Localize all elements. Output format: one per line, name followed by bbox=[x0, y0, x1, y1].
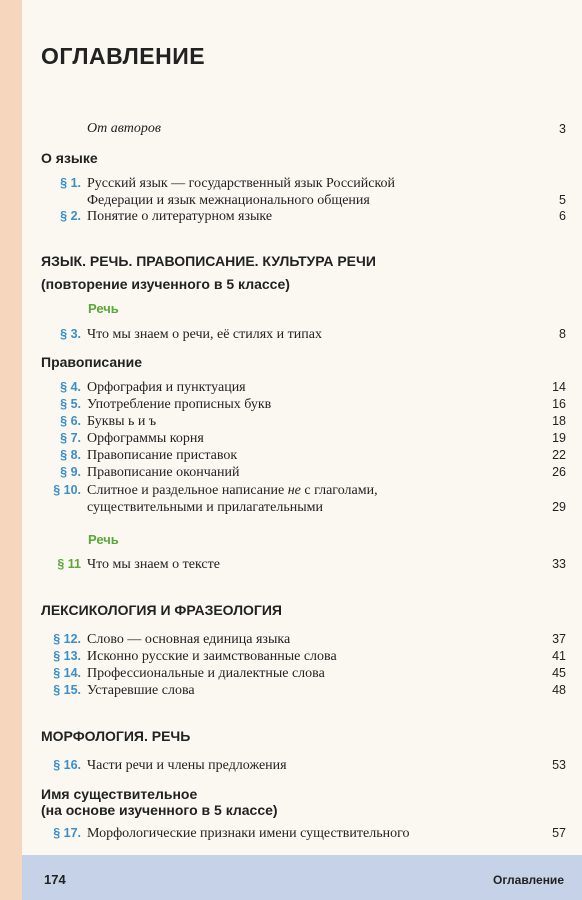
toc-entry[interactable] bbox=[46, 379, 566, 396]
entry-title: Морфологические признаки имени существительного bbox=[87, 826, 410, 841]
entry-page-number: 5 bbox=[559, 193, 566, 207]
entry-page-number: 16 bbox=[552, 397, 566, 411]
paragraph-number: § 3. bbox=[60, 327, 81, 341]
entry-page-number: 19 bbox=[552, 431, 566, 445]
section-heading-leksikologiya: ЛЕКСИКОЛОГИЯ И ФРАЗЕОЛОГИЯ bbox=[41, 602, 282, 618]
entry-page-number: 14 bbox=[552, 380, 566, 394]
entry-title: Понятие о литературном языке bbox=[87, 209, 273, 224]
paragraph-number: § 14. bbox=[53, 666, 81, 680]
entry-page-number: 8 bbox=[559, 327, 566, 341]
toc-entry[interactable] bbox=[46, 482, 566, 516]
paragraph-number: § 17. bbox=[53, 826, 81, 840]
entry-title: Русский язык — государственный язык Российской Федерации и язык межнационального общения bbox=[87, 176, 396, 208]
paragraph-number: § 10. bbox=[53, 483, 81, 497]
entry-title: Профессиональные и диалектные слова bbox=[87, 666, 325, 681]
footer-page-number: 174 bbox=[44, 872, 66, 887]
entry-title: Буквы ь и ъ bbox=[87, 414, 157, 429]
section-heading-o-yazyke: О языке bbox=[41, 150, 98, 166]
entry-title: Правописание окончаний bbox=[87, 465, 240, 480]
paragraph-number: § 6. bbox=[60, 414, 81, 428]
toc-entry[interactable] bbox=[46, 413, 566, 430]
section-subheading: (на основе изученного в 5 классе) bbox=[41, 802, 278, 818]
entry-page-number: 6 bbox=[559, 209, 566, 223]
toc-entry[interactable] bbox=[46, 631, 566, 648]
entry-title: Исконно русские и заимствованные слова bbox=[87, 649, 337, 664]
toc-entry[interactable] bbox=[46, 648, 566, 665]
paragraph-number: § 13. bbox=[53, 649, 81, 663]
toc-authors-page: 3 bbox=[559, 122, 566, 136]
entry-title: Что мы знаем о речи, её стилях и типах bbox=[87, 327, 322, 342]
subsection-pravopisanie: Правописание bbox=[41, 354, 143, 370]
toc-entry[interactable] bbox=[46, 208, 566, 225]
entry-title: Что мы знаем о тексте bbox=[87, 557, 220, 572]
entry-page-number: 45 bbox=[552, 666, 566, 680]
toc-entry[interactable] bbox=[46, 430, 566, 447]
entry-title: Орфограммы корня bbox=[87, 431, 204, 446]
entry-title: Части речи и члены предложения bbox=[87, 758, 287, 773]
paragraph-number: § 11 bbox=[57, 557, 81, 571]
toc-entry[interactable] bbox=[46, 447, 566, 464]
entry-title: Правописание приставок bbox=[87, 448, 238, 463]
toc-entry[interactable] bbox=[46, 556, 566, 573]
entry-page-number: 48 bbox=[552, 683, 566, 697]
page-footer bbox=[22, 855, 582, 900]
toc-entry[interactable] bbox=[46, 326, 566, 343]
entry-title: Устаревшие слова bbox=[87, 683, 195, 698]
entry-title: Употребление прописных букв bbox=[87, 397, 272, 412]
section-heading-yazyk-rech: ЯЗЫК. РЕЧЬ. ПРАВОПИСАНИЕ. КУЛЬТУРА РЕЧИ bbox=[41, 253, 376, 269]
paragraph-number: § 5. bbox=[60, 397, 81, 411]
paragraph-number: § 12. bbox=[53, 632, 81, 646]
footer-section-name: Оглавление bbox=[493, 873, 564, 887]
section-heading-morfologiya: МОРФОЛОГИЯ. РЕЧЬ bbox=[41, 728, 191, 744]
paragraph-number: § 2. bbox=[60, 209, 81, 223]
entry-page-number: 22 bbox=[552, 448, 566, 462]
page-title: ОГЛАВЛЕНИЕ bbox=[41, 43, 206, 69]
paragraph-number: § 15. bbox=[53, 683, 81, 697]
entry-page-number: 18 bbox=[552, 414, 566, 428]
entry-page-number: 53 bbox=[552, 758, 566, 772]
toc-entry[interactable] bbox=[46, 396, 566, 413]
entry-page-number: 26 bbox=[552, 465, 566, 479]
toc-entry[interactable] bbox=[46, 757, 566, 774]
entry-title: Орфография и пунктуация bbox=[87, 380, 246, 395]
section-heading-sushchestvitelnoe: Имя существительное bbox=[41, 786, 198, 802]
subsection-rech: Речь bbox=[88, 301, 119, 316]
toc-entry[interactable] bbox=[46, 175, 566, 209]
paragraph-number: § 7. bbox=[60, 431, 81, 445]
entry-page-number: 41 bbox=[552, 649, 566, 663]
paragraph-number: § 8. bbox=[60, 448, 81, 462]
entry-title: Слово — основная единица языка bbox=[87, 632, 291, 647]
toc-entry[interactable] bbox=[46, 464, 566, 481]
paragraph-number: § 9. bbox=[60, 465, 81, 479]
section-subheading: (повторение изученного в 5 классе) bbox=[41, 276, 290, 292]
toc-entry[interactable] bbox=[46, 825, 566, 842]
entry-page-number: 37 bbox=[552, 632, 566, 646]
paragraph-number: § 1. bbox=[60, 176, 81, 190]
entry-page-number: 33 bbox=[552, 557, 566, 571]
toc-authors-link[interactable]: От авторов bbox=[87, 121, 161, 136]
page-edge-strip bbox=[0, 0, 22, 900]
toc-entry[interactable] bbox=[46, 682, 566, 699]
entry-page-number: 57 bbox=[552, 826, 566, 840]
entry-page-number: 29 bbox=[552, 500, 566, 514]
toc-entry[interactable] bbox=[46, 665, 566, 682]
paragraph-number: § 4. bbox=[60, 380, 81, 394]
subsection-rech: Речь bbox=[88, 532, 119, 547]
paragraph-number: § 16. bbox=[53, 758, 81, 772]
entry-title: Слитное и раздельное написание не с глаголами, существительными и прилагательными bbox=[87, 483, 378, 515]
